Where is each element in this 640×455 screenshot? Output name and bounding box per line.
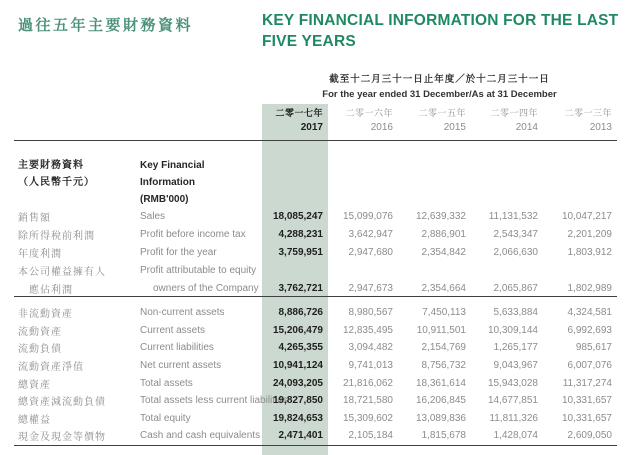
divider-middle [14, 296, 617, 297]
cell-value: 18,721,580 [342, 395, 393, 407]
cell-value: 14,677,851 [487, 395, 538, 407]
year-label: 2013 [589, 122, 612, 133]
row-label-zh: 總權益 [18, 414, 51, 426]
cell-value: 2,354,842 [421, 246, 466, 258]
row-label-zh: 本公司權益擁有人 [18, 266, 106, 278]
cell-value: 3,642,947 [348, 228, 393, 240]
cell-value: 3,762,721 [278, 282, 323, 294]
cell-value: 6,007,076 [567, 360, 612, 372]
period-header-en: For the year ended 31 December/As at 31 December [322, 89, 557, 100]
years-header [262, 106, 617, 133]
row-header-en [140, 157, 262, 208]
year-label: 2015 [443, 122, 466, 133]
cell-value: 5,633,884 [493, 307, 538, 319]
period-header [262, 71, 617, 100]
cell-value: 4,288,231 [278, 228, 323, 240]
row-label-zh: 總資產減流動負債 [18, 397, 106, 409]
page-title-en-line1: KEY FINANCIAL INFORMATION FOR THE LAST [262, 12, 619, 29]
cell-value: 4,324,581 [567, 307, 612, 319]
cell-value: 9,043,967 [493, 360, 538, 372]
cell-value: 11,811,326 [489, 412, 538, 424]
cell-value: 8,756,732 [421, 360, 466, 372]
row-label-zh: 非流動資產 [18, 309, 73, 321]
cell-value: 10,331,657 [561, 395, 612, 407]
table-row [18, 322, 617, 340]
cell-value: 8,980,567 [348, 307, 393, 319]
cell-value: 6,992,693 [567, 324, 612, 336]
cell-value: 18,085,247 [272, 210, 323, 222]
row-label-zh: 除所得稅前利潤 [18, 230, 95, 242]
cell-value: 18,361,614 [415, 377, 466, 389]
row-label-en: Current assets [140, 324, 206, 336]
year-label: 2017 [300, 122, 323, 133]
table-row [18, 339, 617, 357]
cell-value: 2,154,769 [421, 342, 466, 354]
cell-value: 985,617 [575, 342, 612, 354]
row-label-zh: 流動資產 [18, 326, 62, 338]
cell-value: 15,943,028 [487, 377, 538, 389]
table-row [18, 374, 617, 392]
cell-value: 12,835,495 [342, 324, 393, 336]
row-label-en: Profit before income tax [140, 228, 246, 240]
cell-value: 15,309,602 [342, 412, 393, 424]
year-label: 2014 [515, 122, 538, 133]
table-column-header [18, 157, 262, 208]
cell-value: 19,824,653 [272, 412, 323, 424]
cell-value: 10,941,124 [272, 360, 323, 372]
cell-value: 3,094,482 [348, 342, 393, 354]
year-label-zh: 二零一四年 [490, 108, 538, 118]
divider-top [14, 140, 617, 141]
row-label-en: Net current assets [140, 360, 222, 372]
page-title-en-line2: FIVE YEARS [262, 33, 356, 50]
cell-value: 10,047,217 [561, 210, 612, 222]
cell-value: 1,802,989 [567, 282, 612, 294]
table-row [18, 410, 617, 428]
row-label-zh: 年度利潤 [18, 248, 62, 260]
cell-value: 1,265,177 [493, 342, 538, 354]
table-row [18, 392, 617, 410]
table-row [18, 207, 617, 225]
row-header-zh-line1: 主要財務資料 [18, 160, 84, 171]
cell-value: 21,816,062 [342, 377, 393, 389]
cell-value: 2,947,680 [348, 246, 393, 258]
cell-value: 16,206,845 [415, 395, 466, 407]
row-label-en: Cash and cash equivalents [140, 430, 261, 442]
cell-value: 10,309,144 [487, 324, 538, 336]
table-row [18, 279, 617, 297]
row-header-en-line2: (RMB'000) [140, 194, 189, 205]
period-header-zh: 截至十二月三十一日止年度／於十二月三十一日 [329, 74, 550, 85]
cell-value: 9,741,013 [348, 360, 393, 372]
row-header-zh [18, 157, 140, 208]
cell-value: 15,099,076 [342, 210, 393, 222]
cell-value: 2,105,184 [348, 430, 393, 442]
cell-value: 2,609,050 [567, 430, 612, 442]
row-header-en-line1: Key Financial Information [140, 160, 205, 188]
row-label-en: Current liabilities [140, 342, 214, 354]
cell-value: 10,911,501 [416, 324, 466, 336]
row-label-en: Non-current assets [140, 307, 225, 319]
cell-value: 2,947,673 [348, 282, 393, 294]
row-label-zh: 流動資產淨值 [18, 362, 84, 374]
divider-bottom [14, 445, 617, 446]
cell-value: 19,827,850 [272, 395, 323, 407]
cell-value: 11,131,532 [488, 210, 538, 222]
table-row [18, 357, 617, 375]
cell-value: 8,886,726 [278, 307, 323, 319]
cell-value: 4,265,355 [278, 342, 323, 354]
year-label-zh: 二零一五年 [418, 108, 466, 118]
table-row [18, 427, 617, 445]
table-row [18, 225, 617, 243]
row-label-zh: 總資產 [18, 379, 51, 391]
row-label-en: Total equity [140, 412, 191, 424]
page-title-en [262, 10, 618, 52]
cell-value: 15,206,479 [272, 324, 323, 336]
year-label-zh: 二零一三年 [564, 108, 612, 118]
row-label-en: Total assets [140, 377, 193, 389]
cell-value: 3,759,951 [278, 246, 323, 258]
table-row [18, 243, 617, 261]
cell-value: 2,886,901 [421, 228, 466, 240]
cell-value: 11,317,274 [562, 377, 612, 389]
row-label-zh: 現金及現金等價物 [18, 432, 106, 444]
cell-value: 2,354,664 [421, 282, 466, 294]
cell-value: 2,066,630 [493, 246, 538, 258]
row-label-zh: 銷售額 [18, 212, 51, 224]
row-label-en: Total assets less current liabilities [140, 395, 288, 407]
cell-value: 12,639,332 [415, 210, 466, 222]
row-header-zh-line2: （人民幣千元） [18, 177, 95, 188]
row-label-en: owners of the Company [153, 282, 259, 294]
cell-value: 10,331,657 [561, 412, 612, 424]
cell-value: 13,089,836 [415, 412, 466, 424]
row-label-en: Profit attributable to equity [140, 264, 257, 276]
table-row [18, 261, 617, 279]
cell-value: 7,450,113 [422, 307, 466, 319]
year-label-zh: 二零一六年 [345, 108, 393, 118]
year-label: 2016 [370, 122, 393, 133]
table-row [18, 304, 617, 322]
year-label-zh: 二零一七年 [275, 108, 323, 118]
row-label-zh: 應佔利潤 [29, 284, 73, 296]
cell-value: 24,093,205 [272, 377, 323, 389]
row-label-zh: 流動負債 [18, 344, 62, 356]
table-section-balance [18, 304, 617, 445]
table-section-income [18, 207, 617, 297]
cell-value: 2,543,347 [493, 228, 538, 240]
page-title-zh: 過往五年主要財務資料 [18, 17, 194, 34]
cell-value: 2,471,401 [278, 430, 323, 442]
cell-value: 1,815,678 [421, 430, 466, 442]
row-label-en: Profit for the year [140, 246, 217, 258]
cell-value: 2,065,867 [493, 282, 538, 294]
cell-value: 2,201,209 [567, 228, 612, 240]
cell-value: 1,803,912 [567, 246, 612, 258]
cell-value: 1,428,074 [493, 430, 538, 442]
row-label-en: Sales [140, 210, 166, 222]
